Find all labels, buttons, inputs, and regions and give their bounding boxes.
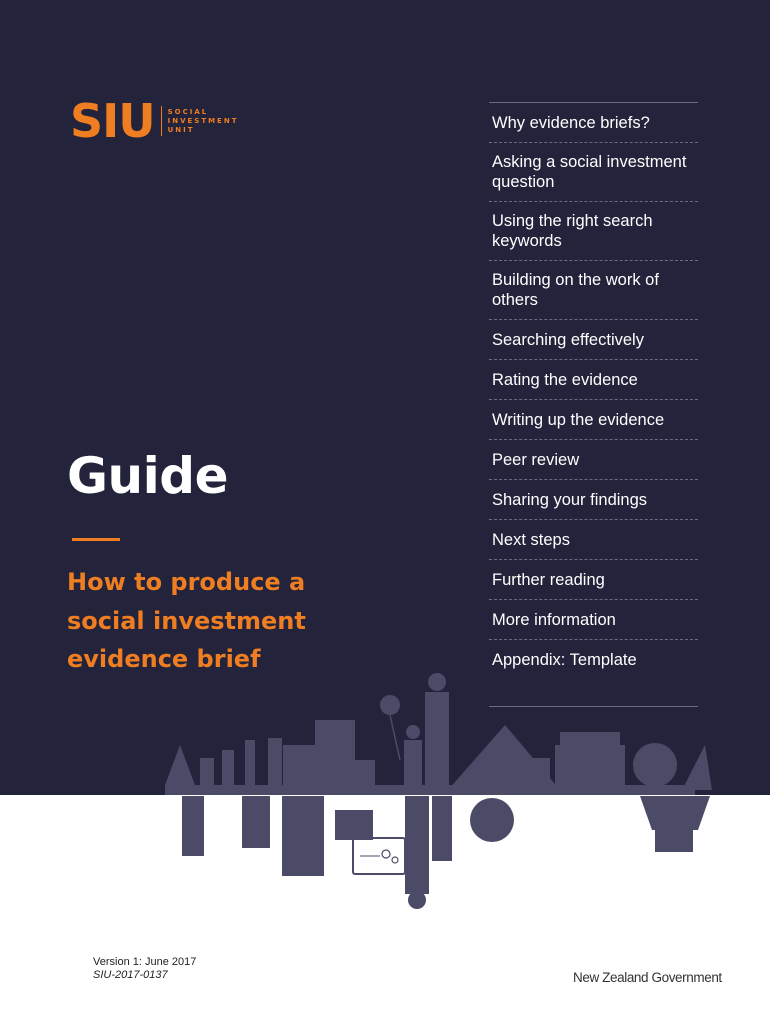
table-of-contents — [489, 102, 698, 679]
document-type-heading: Guide — [67, 447, 228, 505]
toc-item[interactable]: Appendix: Template — [492, 650, 637, 669]
title-line: How to produce a — [67, 568, 306, 596]
toc-item[interactable]: Sharing your findings — [489, 480, 698, 520]
toc-item[interactable]: Rating the evidence — [489, 360, 698, 400]
toc-item[interactable]: Building on the work of others — [489, 261, 698, 320]
city-silhouette-illustration — [0, 650, 770, 910]
nz-government-logo: New Zealand Government — [573, 970, 722, 985]
logo-line: SOCIAL — [167, 107, 209, 116]
toc-item[interactable]: More information — [489, 600, 698, 640]
version-code: SIU-2017-0137 — [93, 969, 168, 981]
siu-logo — [70, 94, 239, 148]
toc-item[interactable]: Using the right search keywords — [489, 202, 698, 261]
accent-rule — [72, 538, 120, 541]
logo-line: UNIT — [167, 125, 195, 134]
logo-mark: SIU — [70, 94, 155, 148]
logo-text — [168, 108, 239, 135]
toc-item[interactable]: Next steps — [489, 520, 698, 560]
title-line: social investment — [67, 606, 306, 635]
title-line: evidence brief — [67, 645, 261, 673]
logo-divider — [161, 106, 162, 136]
toc-item[interactable]: Peer review — [489, 440, 698, 480]
toc-item[interactable]: Asking a social investment question — [489, 143, 698, 202]
toc-item[interactable]: Searching effectively — [489, 320, 698, 360]
version-info — [93, 956, 196, 982]
version-label: Version 1: June 2017 — [93, 956, 197, 968]
toc-item[interactable]: Writing up the evidence — [489, 400, 698, 440]
toc-item[interactable]: Further reading — [489, 560, 698, 600]
logo-line: INVESTMENT — [167, 116, 239, 125]
toc-item[interactable]: Why evidence briefs? — [489, 103, 698, 143]
